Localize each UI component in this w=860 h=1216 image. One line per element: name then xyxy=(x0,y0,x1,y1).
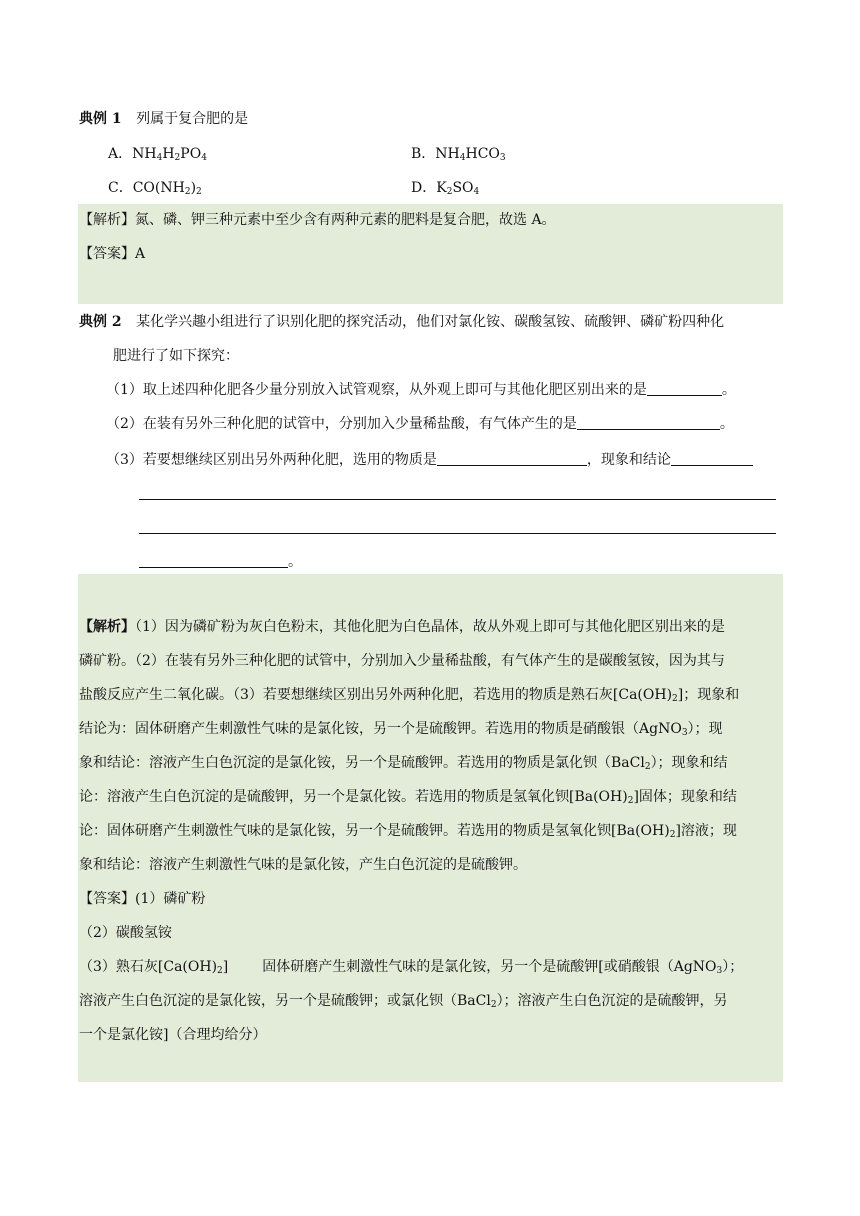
example-1-tag: 典例 1 xyxy=(79,111,122,127)
analysis-line-6: 论：溶液产生白色沉淀的是硫酸钾，另一个是氯化铵。若选用的物质是氢氧化钡$[Ba(OH)_2]$固体；现象和结 xyxy=(79,789,737,806)
answer-line-2 xyxy=(139,533,776,534)
blank-3c xyxy=(139,553,288,568)
example-1-text: 列属于复合肥的是 xyxy=(136,111,249,127)
option-d: D．$K_2SO_4$ xyxy=(411,180,480,197)
example-2-tag: 典例 2 xyxy=(79,314,122,330)
option-c: C．$CO(NH_2)_2$ xyxy=(108,180,202,197)
example-1-analysis: 【解析】氮、磷、钾三种元素中至少含有两种元素的肥料是复合肥，故选 A。 xyxy=(79,212,556,228)
question-3-end: 。 xyxy=(139,552,302,572)
answer-line-e: 一个是氯化铵]（合理均给分） xyxy=(79,1027,267,1043)
analysis-line-7: 论：固体研磨产生刺激性气味的是氯化铵，另一个是硫酸钾。若选用的物质是氢氧化钡$[Ba(OH)_2]$溶液；现 xyxy=(79,823,737,840)
analysis-line-1: 【解析】（1）因为磷矿粉为灰白色粉末，其他化肥为白色晶体，故从外观上即可与其他化肥区别出来的是 xyxy=(79,619,725,635)
answer-line-b: （2）碳酸氢铵 xyxy=(79,925,172,941)
answer-line-a: 【答案】(1）磷矿粉 xyxy=(79,891,206,907)
analysis-line-5: 象和结论：溶液产生白色沉淀的是氯化铵，另一个是硫酸钾。若选用的物质是氯化钡（BaCl$_2$）；现象和结 xyxy=(79,755,728,772)
answer-line-c: （3）熟石灰$[Ca(OH)_2]$ 固体研磨产生刺激性气味的是氯化铵，另一个是硫酸钾[或硝酸银（AgNO$_3$）； xyxy=(79,959,744,976)
question-1: （1）取上述四种化肥各少量分别放入试管观察，从外观上即可与其他化肥区别出来的是 。 xyxy=(106,382,736,398)
option-a: A．$NH_4H_2PO_4$ xyxy=(108,146,207,163)
question-2: （2）在装有另外三种化肥的试管中，分别加入少量稀盐酸，有气体产生的是 。 xyxy=(106,416,734,432)
example-2-intro: 典例 2 某化学兴趣小组进行了识别化肥的探究活动，他们对氯化铵、碳酸氢铵、硫酸钾、磷矿粉四种化 xyxy=(79,314,725,330)
analysis-line-2: 磷矿粉。（2）在装有另外三种化肥的试管中，分别加入少量稀盐酸，有气体产生的是碳酸氢铵，因为其与 xyxy=(79,653,725,669)
blank-2 xyxy=(577,415,720,430)
blank-1 xyxy=(647,381,722,396)
blank-3a xyxy=(437,451,587,466)
answer-line-d: 溶液产生白色沉淀的是氯化铵，另一个是硫酸钾；或氯化钡（BaCl$_2$）；溶液产生白色沉淀的是硫酸钾，另 xyxy=(79,993,728,1010)
question-3: （3）若要想继续区别出另外两种化肥，选用的物质是 ，现象和结论 xyxy=(106,450,753,470)
analysis-line-8: 象和结论：溶液产生刺激性气味的是氯化铵，产生白色沉淀的是硫酸钾。 xyxy=(79,857,527,873)
analysis-line-4: 结论为：固体研磨产生刺激性气味的是氯化铵，另一个是硫酸钾。若选用的物质是硝酸银（AgNO$_3$）；现 xyxy=(79,721,723,738)
example-1-question xyxy=(79,109,248,129)
blank-3b xyxy=(671,451,753,466)
example-1-answer: 【答案】A xyxy=(79,246,146,262)
analysis-line-3: 盐酸反应产生二氧化碳。（3）若要想继续区别出另外两种化肥，若选用的物质是熟石灰$[Ca(OH)_2]$；现象和 xyxy=(79,687,740,704)
answer-line-1 xyxy=(139,499,776,500)
example-2-intro-cont: 肥进行了如下探究： xyxy=(113,348,239,364)
option-b: B．$NH_4HCO_3$ xyxy=(411,146,506,163)
